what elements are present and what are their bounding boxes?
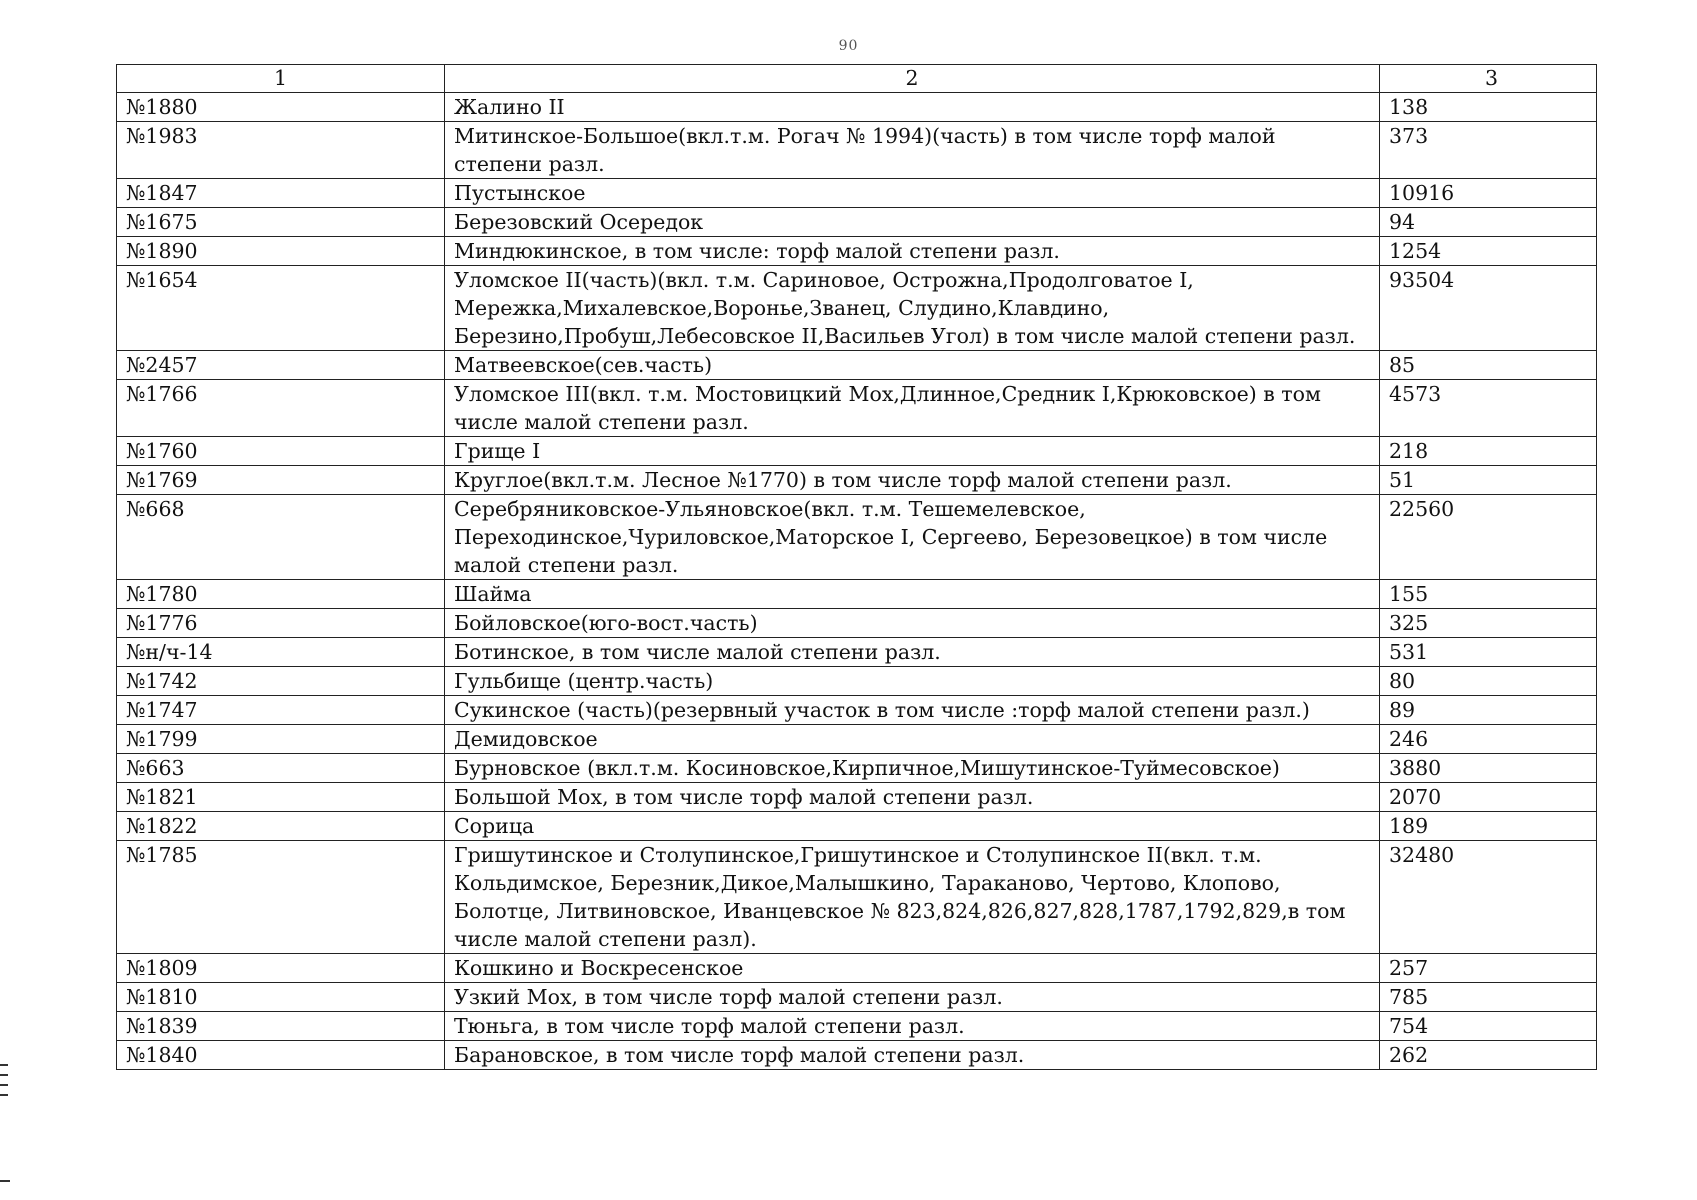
page-number: 90 [838, 38, 859, 54]
column-header-1: 1 [117, 65, 445, 93]
deposit-name-cell: Березовский Осередок [445, 208, 1380, 237]
deposit-value-cell: 89 [1380, 696, 1597, 725]
deposit-code-cell: №1839 [117, 1012, 445, 1041]
deposit-code-cell: №1847 [117, 179, 445, 208]
table-row [117, 266, 1597, 351]
table-row [117, 1041, 1597, 1070]
deposit-name-cell: Демидовское [445, 725, 1380, 754]
deposit-value-cell: 754 [1380, 1012, 1597, 1041]
deposit-value-cell: 531 [1380, 638, 1597, 667]
deposit-name-cell: Митинское-Большое(вкл.т.м. Рогач № 1994)(часть) в том числе торф малой степени разл. [445, 122, 1380, 179]
deposit-value-cell: 325 [1380, 609, 1597, 638]
table-row [117, 580, 1597, 609]
deposit-code-cell: №1809 [117, 954, 445, 983]
deposit-name-cell: Сорица [445, 812, 1380, 841]
deposit-code-cell: №1822 [117, 812, 445, 841]
deposit-value-cell: 218 [1380, 437, 1597, 466]
table-row [117, 667, 1597, 696]
deposit-name-cell: Грище I [445, 437, 1380, 466]
deposit-code-cell: №668 [117, 495, 445, 580]
deposit-value-cell: 138 [1380, 93, 1597, 122]
table-body [117, 93, 1597, 1070]
table-row [117, 696, 1597, 725]
table-row [117, 609, 1597, 638]
column-header-3: 3 [1380, 65, 1597, 93]
deposit-code-cell: №1776 [117, 609, 445, 638]
deposit-name-cell: Бойловское(юго-вост.часть) [445, 609, 1380, 638]
deposit-name-cell: Бурновское (вкл.т.м. Косиновское,Кирпичное,Мишутинское-Туймесовское) [445, 754, 1380, 783]
deposit-code-cell: №1890 [117, 237, 445, 266]
deposit-value-cell: 51 [1380, 466, 1597, 495]
scan-margin-marks [0, 1064, 10, 1104]
scan-margin-dash [0, 1180, 10, 1182]
deposit-name-cell: Кошкино и Воскресенское [445, 954, 1380, 983]
deposit-code-cell: №1780 [117, 580, 445, 609]
deposit-code-cell: №663 [117, 754, 445, 783]
deposit-value-cell: 4573 [1380, 380, 1597, 437]
deposit-code-cell: №1880 [117, 93, 445, 122]
table-row [117, 179, 1597, 208]
deposit-name-cell: Шайма [445, 580, 1380, 609]
deposit-name-cell: Гришутинское и Столупинское,Гришутинское и Столупинское II(вкл. т.м. Кольдимское, Березник,Дикое,Малышкино, Тараканово, Чертово, Клопово, Болотце, Литвиновское, Иванцевское № 823,824,826,827,828,1787,1792,829,в том числе малой степени разл). [445, 841, 1380, 954]
deposit-value-cell: 262 [1380, 1041, 1597, 1070]
table-header-row [117, 65, 1597, 93]
deposit-value-cell: 257 [1380, 954, 1597, 983]
deposit-name-cell: Пустынское [445, 179, 1380, 208]
table-row [117, 954, 1597, 983]
deposit-name-cell: Уломское II(часть)(вкл. т.м. Сариновое, Острожна,Продолговатое I, Мережка,Михалевское,Воронье,Званец, Слудино,Клавдино, Березино,Пробуш,Лебесовское II,Васильев Угол) в том числе малой степени разл. [445, 266, 1380, 351]
deposit-value-cell: 32480 [1380, 841, 1597, 954]
deposit-name-cell: Ботинское, в том числе малой степени разл. [445, 638, 1380, 667]
deposit-name-cell: Уломское III(вкл. т.м. Мостовицкий Мох,Длинное,Средник I,Крюковское) в том числе малой степени разл. [445, 380, 1380, 437]
deposit-code-cell: №1675 [117, 208, 445, 237]
table-row [117, 351, 1597, 380]
table-row [117, 725, 1597, 754]
deposits-table [116, 64, 1597, 1070]
deposit-name-cell: Миндюкинское, в том числе: торф малой степени разл. [445, 237, 1380, 266]
table-row [117, 380, 1597, 437]
deposit-value-cell: 94 [1380, 208, 1597, 237]
table-row [117, 93, 1597, 122]
deposit-name-cell: Барановское, в том числе торф малой степени разл. [445, 1041, 1380, 1070]
deposit-code-cell: №н/ч-14 [117, 638, 445, 667]
deposit-value-cell: 785 [1380, 983, 1597, 1012]
table-row [117, 237, 1597, 266]
deposit-code-cell: №1840 [117, 1041, 445, 1070]
deposit-code-cell: №1747 [117, 696, 445, 725]
table-row [117, 495, 1597, 580]
deposit-name-cell: Гульбище (центр.часть) [445, 667, 1380, 696]
deposit-code-cell: №1983 [117, 122, 445, 179]
deposit-code-cell: №1799 [117, 725, 445, 754]
deposit-value-cell: 93504 [1380, 266, 1597, 351]
deposit-name-cell: Серебряниковское-Ульяновское(вкл. т.м. Тешемелевское, Переходинское,Чуриловское,Маторское I, Сергеево, Березовецкое) в том числе малой степени разл. [445, 495, 1380, 580]
deposit-code-cell: №2457 [117, 351, 445, 380]
deposit-code-cell: №1821 [117, 783, 445, 812]
table-row [117, 638, 1597, 667]
column-header-2: 2 [445, 65, 1380, 93]
deposit-value-cell: 22560 [1380, 495, 1597, 580]
deposit-name-cell: Круглое(вкл.т.м. Лесное №1770) в том числе торф малой степени разл. [445, 466, 1380, 495]
deposit-value-cell: 10916 [1380, 179, 1597, 208]
deposit-value-cell: 189 [1380, 812, 1597, 841]
deposit-name-cell: Сукинское (часть)(резервный участок в том числе :торф малой степени разл.) [445, 696, 1380, 725]
deposit-value-cell: 246 [1380, 725, 1597, 754]
deposit-name-cell: Большой Мох, в том числе торф малой степени разл. [445, 783, 1380, 812]
deposit-name-cell: Узкий Мох, в том числе торф малой степени разл. [445, 983, 1380, 1012]
deposit-value-cell: 85 [1380, 351, 1597, 380]
table-row [117, 437, 1597, 466]
deposit-value-cell: 155 [1380, 580, 1597, 609]
deposit-value-cell: 1254 [1380, 237, 1597, 266]
deposit-code-cell: №1785 [117, 841, 445, 954]
deposit-code-cell: №1766 [117, 380, 445, 437]
deposit-name-cell: Тюньга, в том числе торф малой степени разл. [445, 1012, 1380, 1041]
deposit-code-cell: №1654 [117, 266, 445, 351]
deposit-code-cell: №1760 [117, 437, 445, 466]
table-row [117, 754, 1597, 783]
table-row [117, 466, 1597, 495]
table-row [117, 208, 1597, 237]
deposit-value-cell: 373 [1380, 122, 1597, 179]
deposit-value-cell: 80 [1380, 667, 1597, 696]
deposit-name-cell: Матвеевское(сев.часть) [445, 351, 1380, 380]
deposit-code-cell: №1742 [117, 667, 445, 696]
deposit-name-cell: Жалино II [445, 93, 1380, 122]
table-row [117, 812, 1597, 841]
table-row [117, 983, 1597, 1012]
deposit-value-cell: 2070 [1380, 783, 1597, 812]
deposit-code-cell: №1810 [117, 983, 445, 1012]
deposit-code-cell: №1769 [117, 466, 445, 495]
table-row [117, 783, 1597, 812]
table-row [117, 841, 1597, 954]
table-row [117, 122, 1597, 179]
deposit-value-cell: 3880 [1380, 754, 1597, 783]
table-row [117, 1012, 1597, 1041]
